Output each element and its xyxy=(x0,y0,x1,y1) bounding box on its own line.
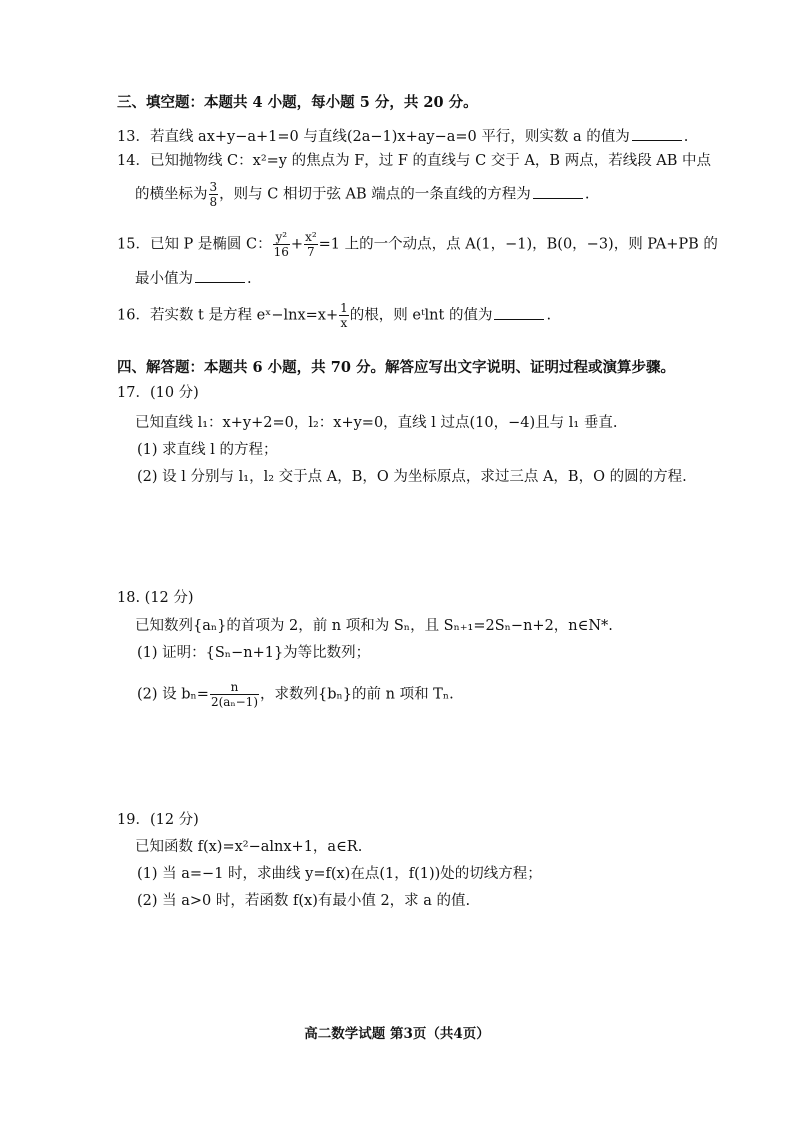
question-15: 15．已知 P 是椭圆 C： $\frac{\text{y²}}{16}$ + $\frac{\text{x²}}{7}$ =1 上的一个动点，点 A(1，−1)，B(0，−3)，则 PA+PB 的 xyxy=(117,230,718,259)
question-18-title: 18. (12 分) xyxy=(117,590,194,606)
question-18-part2: (2) 设 bₙ= $\frac{n}{\text{2(aₙ−1)}}$ ，求数列{bₙ}的前 n 项和 Tₙ. xyxy=(137,680,454,709)
question-16: 16．若实数 t 是方程 eˣ−lnx=x+ $\frac{1}{x}$ 的根，则 eᵗlnt 的值为 . xyxy=(117,301,552,330)
answer-blank xyxy=(195,268,245,283)
answer-blank xyxy=(494,305,544,320)
question-19-part1: (1) 当 a=−1 时，求曲线 y=f(x)在点(1，f(1))处的切线方程； xyxy=(137,866,542,882)
question-17-part1: (1) 求直线 l 的方程； xyxy=(137,442,278,458)
question-18-stem: 已知数列{aₙ}的首项为 2，前 n 项和为 Sₙ，且 Sₙ₊₁=2Sₙ−n+2，n∈N*. xyxy=(135,618,613,634)
question-19-title: 19．(12 分) xyxy=(117,812,199,828)
page-footer: 高二数学试题 第3页（共4页） xyxy=(304,1026,490,1042)
question-19-part2: (2) 当 a>0 时，若函数 f(x)有最小值 2，求 a 的值. xyxy=(137,893,471,909)
question-17-stem: 已知直线 l₁：x+y+2=0，l₂：x+y=0，直线 l 过点(10，−4)且与 l₁ 垂直. xyxy=(135,415,618,431)
answer-blank xyxy=(632,126,682,141)
section4-heading: 四、解答题：本题共 6 小题，共 70 分。解答应写出文字说明、证明过程或演算步骤。 xyxy=(117,359,675,376)
question-15-line2: 最小值为 . xyxy=(135,268,252,289)
fraction-y2-16: $\frac{\text{y²}}{16}$ xyxy=(273,230,289,259)
fraction-3-8: $\frac{3}{8}$ xyxy=(209,180,218,209)
question-17-part2: (2) 设 l 分别与 l₁，l₂ 交于点 A，B，O 为坐标原点，求过三点 A，B，O 的圆的方程. xyxy=(137,469,687,485)
question-14-line2: 的横坐标为 $\frac{3}{8}$ ，则与 C 相切于弦 AB 端点的一条直线的方程为 . xyxy=(135,180,590,209)
question-17-title: 17．(10 分) xyxy=(117,385,199,401)
question-19-stem: 已知函数 f(x)=x²−alnx+1，a∈R. xyxy=(135,839,363,855)
fraction-1-x: $\frac{1}{x}$ xyxy=(340,301,348,330)
question-18-part1: (1) 证明：{Sₙ−n+1}为等比数列； xyxy=(137,645,371,661)
answer-blank xyxy=(533,184,583,199)
section3-heading: 三、填空题：本题共 4 小题，每小题 5 分，共 20 分。 xyxy=(117,94,478,111)
fraction-x2-7: $\frac{\text{x²}}{7}$ xyxy=(305,230,317,259)
question-13: 13．若直线 ax+y−a+1=0 与直线(2a−1)x+ay−a=0 平行，则实数 a 的值为 . xyxy=(117,126,688,147)
fraction-bn: $\frac{n}{\text{2(aₙ−1)}}$ xyxy=(210,680,259,709)
question-14: 14．已知抛物线 C：x²=y 的焦点为 F，过 F 的直线与 C 交于 A，B 两点，若线段 AB 中点 xyxy=(117,153,712,169)
